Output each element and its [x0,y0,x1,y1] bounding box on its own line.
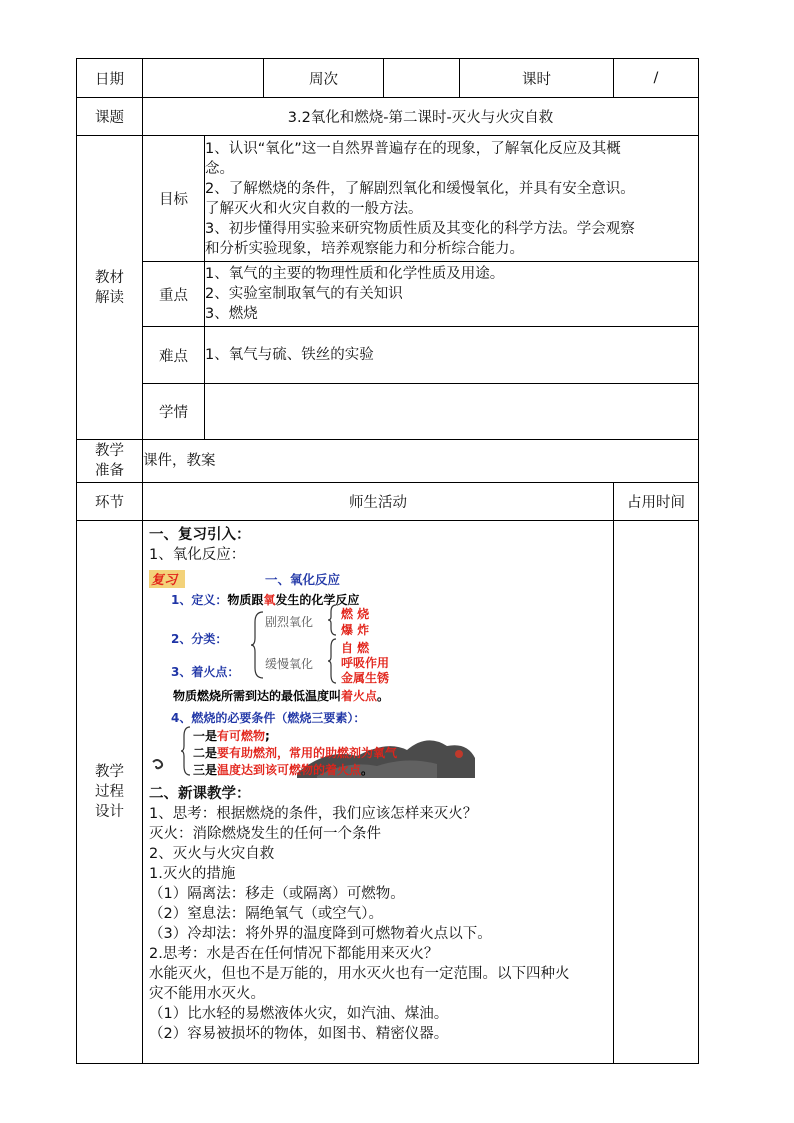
process-content [143,521,614,1064]
swirl-icon [151,758,165,772]
stage-header: 环节 [77,483,143,521]
period-label: 课时 [460,59,614,98]
process-label-line: 过程 [95,784,124,800]
time-cell[interactable] [614,521,699,1064]
ignition-text-a: 物质燃烧所需到达的最低温度叫 [173,689,342,703]
textbook-label [77,136,143,440]
time-header: 占用时间 [614,483,699,521]
explosion: 爆 炸 [341,623,370,637]
textbook-label-line1: 教材 [95,269,124,286]
heading-new-lesson: 二、新课教学： [149,786,251,802]
topic-label: 课题 [77,98,143,136]
week-label: 周次 [264,59,384,98]
slide-badge: 复习 [151,573,178,588]
cls-brace-icon [251,610,265,680]
def-text-oxygen: 氧 [263,593,276,607]
prep-label-line2: 准备 [95,463,124,479]
goal-line: 了解灭火和火灾自救的一般方法。 [205,200,423,217]
key-point-line: 1、氧气的主要的物理性质和化学性质及用途。 [205,266,505,282]
key-point-line: 2、实验室制取氧气的有关知识 [205,286,403,302]
metal-rusting: 金属生锈 [341,671,390,685]
prep-label [77,440,143,483]
prep-value: 课件，教案 [143,440,699,483]
review-slide-image [149,568,475,780]
difficulties-text: 1、氧气与硫、铁丝的实验 [205,327,699,384]
header-row [77,59,699,98]
section-header-row [77,483,699,521]
ignition-label: 3、着火点： [171,665,240,679]
difficulties-row [77,327,699,384]
slow-brace-icon [327,638,337,684]
content-line: （1）比水轻的易燃液体火灾，如汽油、煤油。 [149,1006,449,1022]
cond3-prefix: 三是 [193,763,218,777]
lesson-plan-table [76,58,699,1064]
sub-oxidation: 1、氧化反应： [149,547,246,563]
topic-row [77,98,699,136]
heading-review: 一、复习引入： [149,527,251,543]
content-line: （2）容易被损坏的物体，如图书、精密仪器。 [149,1026,449,1042]
content-line: 1.灭火的措施 [149,866,236,882]
difficulties-label: 难点 [143,327,205,384]
goal-line: 2、了解燃烧的条件，了解剧烈氧化和缓慢氧化，并具有安全意识。 [205,180,635,197]
learners-text[interactable] [205,384,699,440]
learners-row [77,384,699,440]
key-points-text [205,262,699,327]
process-row [77,521,699,1064]
content-line: 水能灭火，但也不是万能的，用水灭火也有一定范围。以下四种火 [149,966,570,982]
def-text-b: 发生的化学反应 [275,593,360,607]
condition-3 [193,760,373,780]
content-line: 灭火：消除燃烧发生的任何一个条件 [149,826,381,842]
respiration: 呼吸作用 [341,656,390,670]
week-value[interactable] [384,59,460,98]
ignition-text-c: 。 [377,689,390,703]
cond2-prefix: 二是 [193,746,218,760]
period-value: / [614,59,699,98]
goal-line: 和分析实验现象，培养观察能力和分析综合能力。 [205,240,524,257]
date-value[interactable] [143,59,264,98]
violent-brace-icon [327,604,337,636]
process-label-line: 教学 [95,764,124,780]
content-line: 2、灭火与火灾自救 [149,846,275,862]
cond3-suffix: 。 [361,763,374,777]
content-line: 灾不能用水灭火。 [149,986,265,1002]
process-label-line: 设计 [95,804,124,820]
cond3-text: 温度达到该可燃物的着火点 [217,763,362,777]
prep-label-line1: 教学 [95,443,124,459]
cond1-text: 有可燃物 [217,729,266,743]
activity-header: 师生活动 [143,483,614,521]
cond2-text: 要有助燃剂，常用的助燃剂为氧气 [217,746,398,760]
goals-row [77,136,699,262]
content-line: 1、思考：根据燃烧的条件，我们应该怎样来灭火？ [149,806,478,822]
process-label [77,521,143,1064]
goal-line: 念。 [205,160,234,177]
burning: 燃 烧 [341,607,370,621]
ignition-point: 着火点 [341,689,378,703]
content-line: （1）隔离法：移走（或隔离）可燃物。 [149,886,405,902]
topic-value: 3.2氧化和燃烧-第二课时-灭火与火灾自救 [143,98,699,136]
def-label: 1、定义： [171,593,228,607]
goal-line: 1、认识“氧化”这一自然界普遍存在的现象，了解氧化反应及其概 [205,140,621,157]
def-text-a: 物质跟 [227,593,264,607]
goals-text [205,136,699,262]
textbook-label-line2: 解读 [95,289,124,306]
content-line: （3）冷却法：将外界的温度降到可燃物着火点以下。 [149,926,492,942]
key-point-line: 3、燃烧 [205,306,258,322]
cond1-prefix: 一是 [193,729,218,743]
date-label: 日期 [77,59,143,98]
learners-label: 学情 [143,384,205,440]
key-points-label: 重点 [143,262,205,327]
spontaneous-combustion: 自 燃 [341,641,370,655]
prep-row [77,440,699,483]
cls-label: 2、分类： [171,632,228,646]
conditions-label: 4、燃烧的必要条件（燃烧三要素）： [171,711,366,725]
content-line: （2）窒息法：隔绝氧气（或空气）。 [149,906,383,922]
slow-oxidation: 缓慢氧化 [265,657,314,671]
goal-line: 3、初步懂得用实验来研究物质性质及其变化的科学方法。学会观察 [205,220,635,237]
violent-oxidation: 剧烈氧化 [265,615,314,629]
goals-label: 目标 [143,136,205,262]
cond1-suffix: ; [265,729,270,743]
content-line: 2.思考：水是否在任何情况下都能用来灭火？ [149,946,439,962]
ignition-text [173,686,389,706]
conditions-brace-icon [181,726,191,776]
slide-title: 一、氧化反应 [265,572,341,587]
key-points-row [77,262,699,327]
